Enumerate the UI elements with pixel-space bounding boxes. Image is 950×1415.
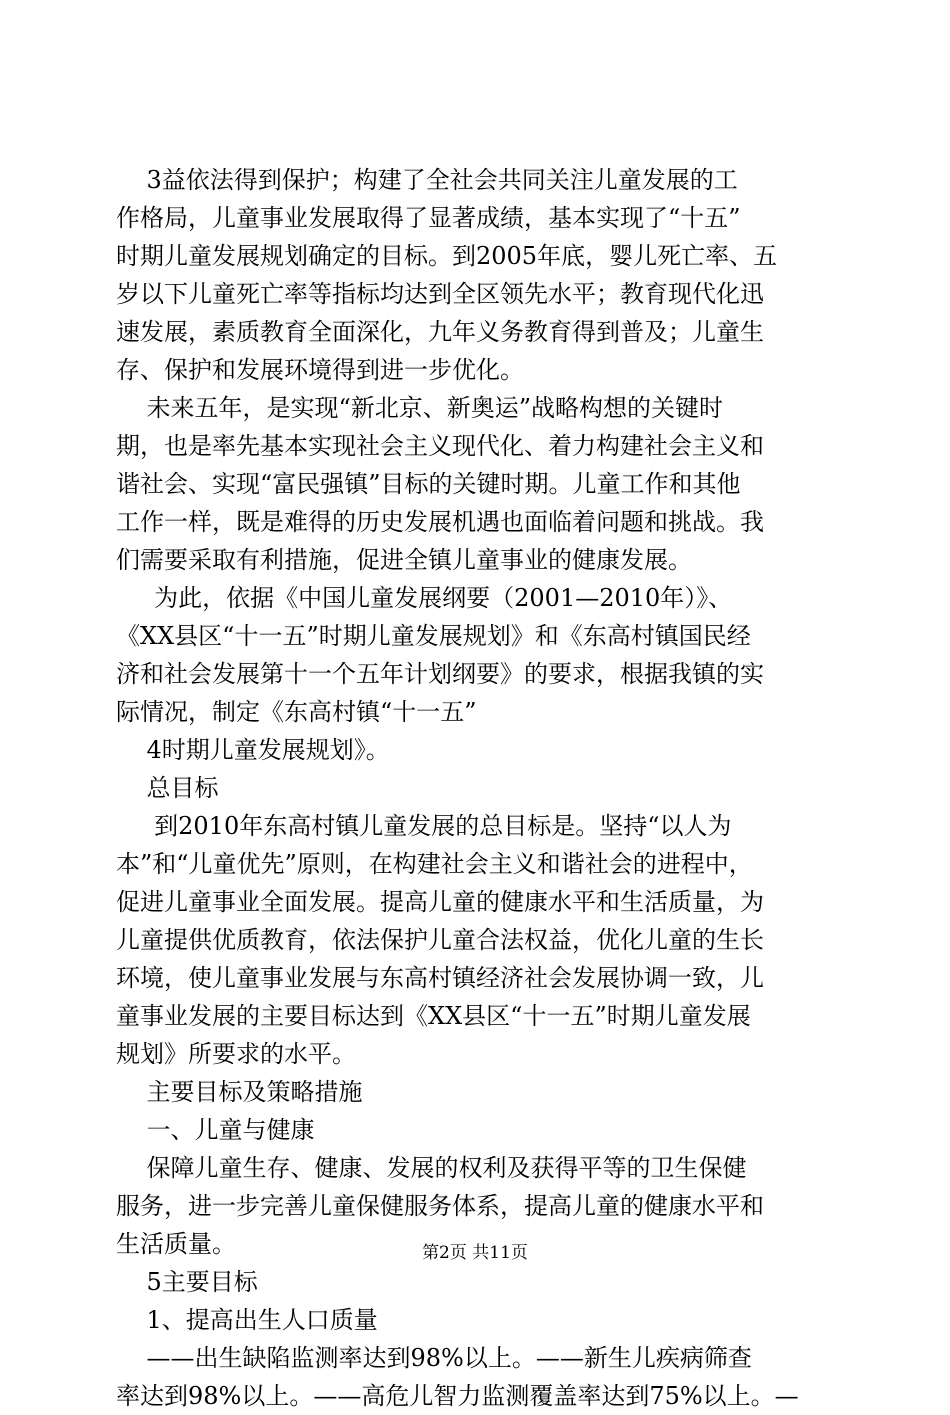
text-line: 童事业发展的主要目标达到《XX县区“十一五”时期儿童发展	[116, 1002, 751, 1030]
text-line: 作格局，儿童事业发展取得了显著成绩，基本实现了“十五”	[116, 204, 741, 232]
text-line: 主要目标及策略措施	[116, 1078, 363, 1106]
text-line: 率达到98%以上。——高危儿智力监测覆盖率达到75%以上。—	[116, 1382, 799, 1410]
text-line: 1、提高出生人口质量	[116, 1306, 378, 1334]
text-line: 工作一样，既是难得的历史发展机遇也面临着问题和挑战。我	[116, 508, 764, 536]
text-line: 一、儿童与健康	[116, 1116, 315, 1144]
text-line: 时期儿童发展规划确定的目标。到2005年底，婴儿死亡率、五	[116, 242, 778, 270]
text-line: 速发展，素质教育全面深化，九年义务教育得到普及；儿童生	[116, 318, 764, 346]
page-footer: 第2页 共11页	[422, 1243, 528, 1263]
text-line: ——出生缺陷监测率达到98%以上。——新生儿疾病筛查	[116, 1344, 752, 1372]
text-line: 未来五年，是实现“新北京、新奥运”战略构想的关键时	[116, 394, 724, 422]
text-line: 际情况，制定《东高村镇“十一五”	[116, 698, 477, 726]
text-line: 促进儿童事业全面发展。提高儿童的健康水平和生活质量，为	[116, 888, 764, 916]
text-line: 环境，使儿童事业发展与东高村镇经济社会发展协调一致，儿	[116, 964, 764, 992]
text-line: 总目标	[116, 774, 219, 802]
document-body	[116, 161, 836, 1415]
text-line: 规划》所要求的水平。	[116, 1040, 356, 1068]
text-line: 儿童提供优质教育，依法保护儿童合法权益，优化儿童的生长	[116, 926, 764, 954]
text-line: 4时期儿童发展规划》。	[116, 736, 390, 764]
text-line: 到2010年东高村镇儿童发展的总目标是。坚持“以人为	[116, 812, 732, 840]
text-line: 谐社会、实现“富民强镇”目标的关键时期。儿童工作和其他	[116, 470, 741, 498]
text-line: 3益依法得到保护；构建了全社会共同关注儿童发展的工	[116, 166, 738, 194]
text-line: 5主要目标	[116, 1268, 258, 1296]
text-line: 服务，进一步完善儿童保健服务体系，提高儿童的健康水平和	[116, 1192, 764, 1220]
text-line: 存、保护和发展环境得到进一步优化。	[116, 356, 524, 384]
text-line: 济和社会发展第十一个五年计划纲要》的要求，根据我镇的实	[116, 660, 764, 688]
text-line: 期，也是率先基本实现社会主义现代化、着力构建社会主义和	[116, 432, 764, 460]
text-line: 保障儿童生存、健康、发展的权利及获得平等的卫生保健	[116, 1154, 747, 1182]
text-line: 们需要采取有利措施，促进全镇儿童事业的健康发展。	[116, 546, 692, 574]
text-line: 《XX县区“十一五”时期儿童发展规划》和《东高村镇国民经	[116, 622, 751, 650]
text-line: 岁以下儿童死亡率等指标均达到全区领先水平；教育现代化迅	[116, 280, 764, 308]
text-line: 为此，依据《中国儿童发展纲要（2001—2010年）》、	[116, 584, 733, 612]
text-line: 本”和“儿童优先”原则，在构建社会主义和谐社会的进程中，	[116, 850, 753, 878]
text-line: 生活质量。	[116, 1230, 236, 1258]
